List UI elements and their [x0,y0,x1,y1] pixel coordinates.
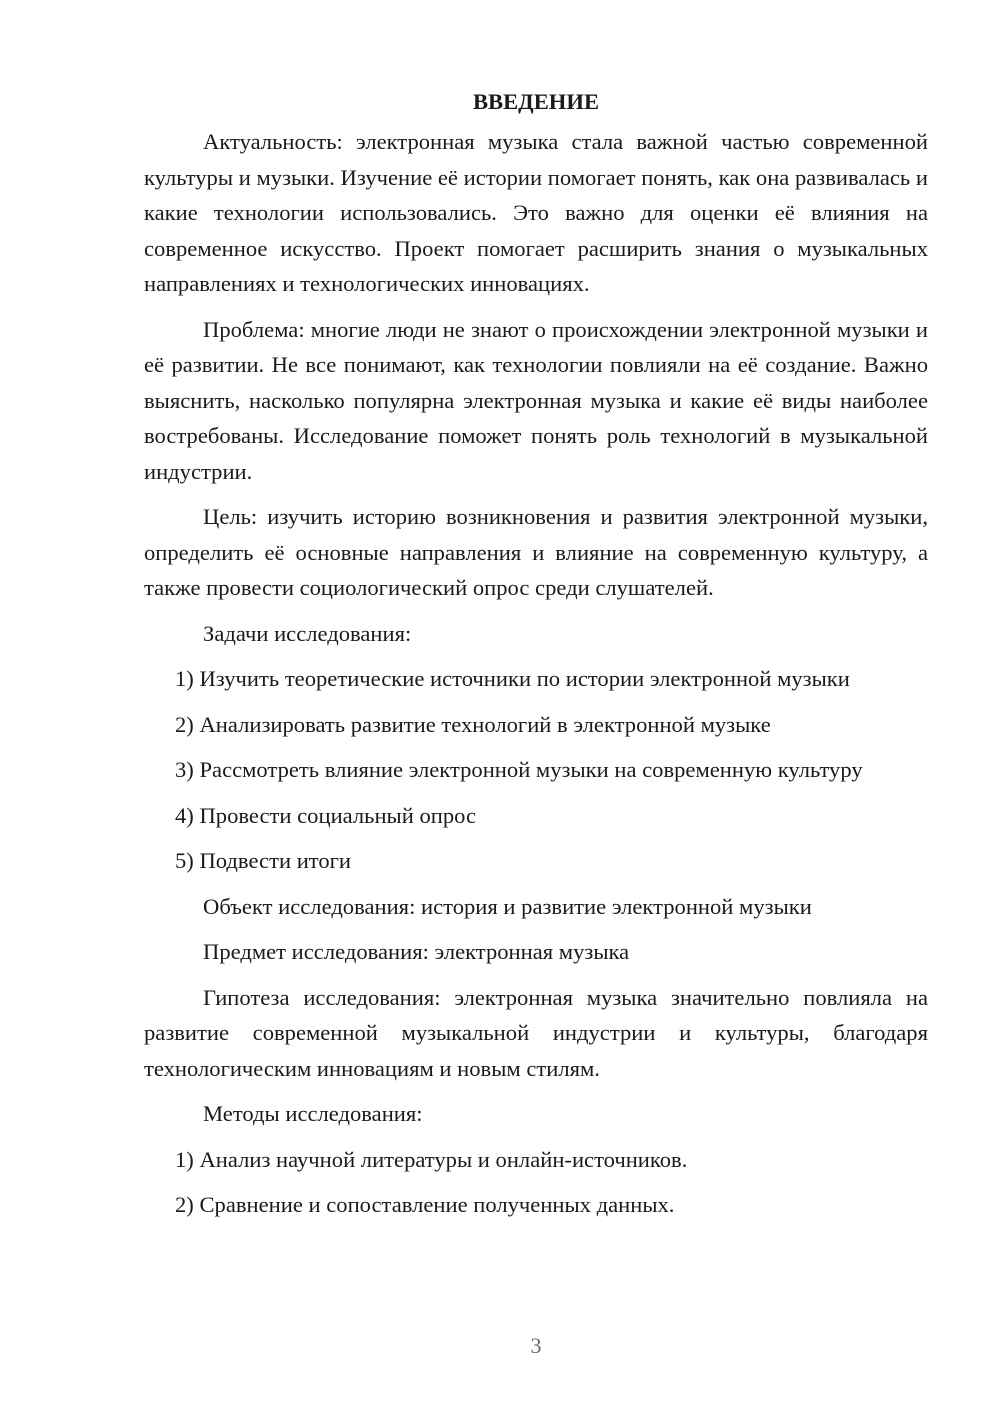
page-number: 3 [530,1333,542,1358]
methods-label: Методы исследования: [203,1101,423,1126]
research-object: Объект исследования: история и развитие электронной музыки [203,893,812,919]
method-item: 1) Анализ научной литературы и онлайн-источников. [175,1146,688,1172]
task-item: 4) Провести социальный опрос [175,802,477,828]
method-item: 2) Сравнение и сопоставление полученных данных. [175,1192,675,1217]
goal-paragraph: Цель: изучить историю возникновения и развития электронной музыки, определить её основные направления и влияние на современную культуру, а также провести социологический опрос среди слушателей. [144,504,928,600]
section-heading: ВВЕДЕНИЕ [472,89,600,114]
hypothesis-paragraph: Гипотеза исследования: электронная музыка значительно повлияла на развитие современной музыкальной индустрии и культуры, благодаря технологическим инновациям и новым стилям. [144,984,928,1081]
document-page [144,88,928,1233]
relevance-paragraph: Актуальность: электронная музыка стала важной частью современной культуры и музыки. Изучение её истории помогает понять, как она развивалась и какие технологии использовались. Это важно для оценки её влияния на современное искусство. Проект помогает расширить знания о музыкальных направлениях и технологических инновациях. [144,129,928,296]
research-subject: Предмет исследования: электронная музыка [203,939,630,964]
task-item: 1) Изучить теоретические источники по истории электронной музыки [175,666,850,691]
problem-paragraph: Проблема: многие люди не знают о происхождении электронной музыки и её развитии. Не все понимают, как технологии повлияли на её создание. Важно выяснить, насколько популярна электронная музыка и какие её виды наиболее востребованы. Исследование поможет понять роль технологий в музыкальной индустрии. [144,316,928,484]
task-item: 5) Подвести итоги [175,848,352,873]
task-item: 2) Анализировать развитие технологий в электронной музыке [175,711,771,737]
task-item: 3) Рассмотреть влияние электронной музыки на современную культуру [175,757,863,782]
tasks-label: Задачи исследования: [203,620,412,646]
